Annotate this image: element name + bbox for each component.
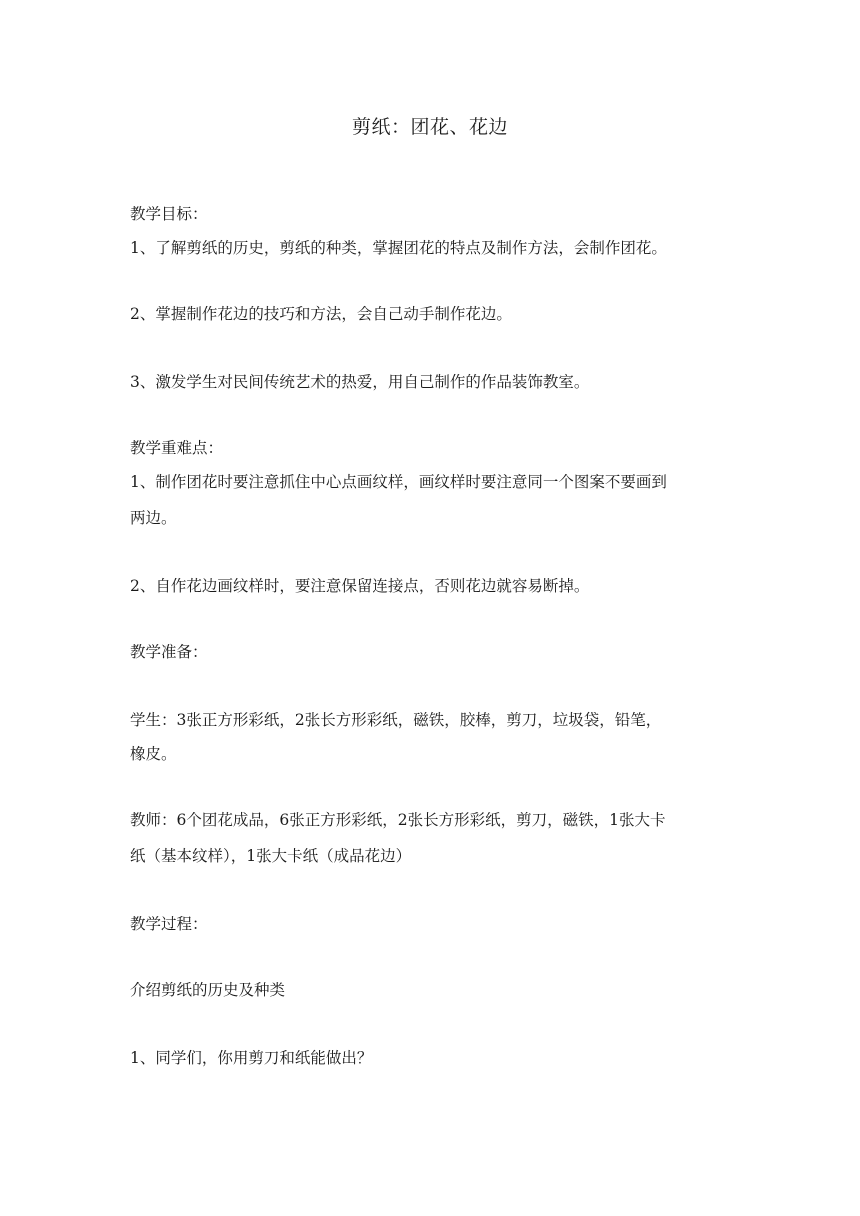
document-title: 剪纸：团花、花边 xyxy=(351,116,508,138)
paragraph-line: 介绍剪纸的历史及种类 xyxy=(130,981,286,999)
paragraph-line: 橡皮。 xyxy=(130,745,177,763)
paragraph-line: 2、自作花边画纹样时，要注意保留连接点，否则花边就容易断掉。 xyxy=(130,577,590,595)
paragraph-line: 3、激发学生对民间传统艺术的热爱，用自己制作的作品装饰教室。 xyxy=(130,373,590,391)
section-heading-process: 教学过程： xyxy=(130,915,208,933)
paragraph-line: 2、掌握制作花边的技巧和方法，会自己动手制作花边。 xyxy=(130,305,512,323)
paragraph-line: 1、了解剪纸的历史，剪纸的种类，掌握团花的特点及制作方法，会制作团花。 xyxy=(130,239,667,257)
paragraph-line: 纸（基本纹样），1张大卡纸（成品花边） xyxy=(130,847,412,865)
section-heading-preparation: 教学准备： xyxy=(130,643,208,661)
paragraph-line: 教师：6个团花成品，6张正方形彩纸，2张长方形彩纸，剪刀，磁铁，1张大卡 xyxy=(130,811,666,829)
paragraph-line: 学生：3张正方形彩纸，2张长方形彩纸，磁铁，胶棒，剪刀，垃圾袋，铅笔， xyxy=(130,711,662,729)
paragraph-line: 1、制作团花时要注意抓住中心点画纹样，画纹样时要注意同一个图案不要画到 xyxy=(130,473,667,491)
section-heading-objectives: 教学目标： xyxy=(130,205,208,223)
paragraph-line: 1、同学们，你用剪刀和纸能做出？ xyxy=(130,1049,373,1067)
paragraph-line: 两边。 xyxy=(130,509,177,527)
section-heading-key-points: 教学重难点： xyxy=(130,439,224,457)
